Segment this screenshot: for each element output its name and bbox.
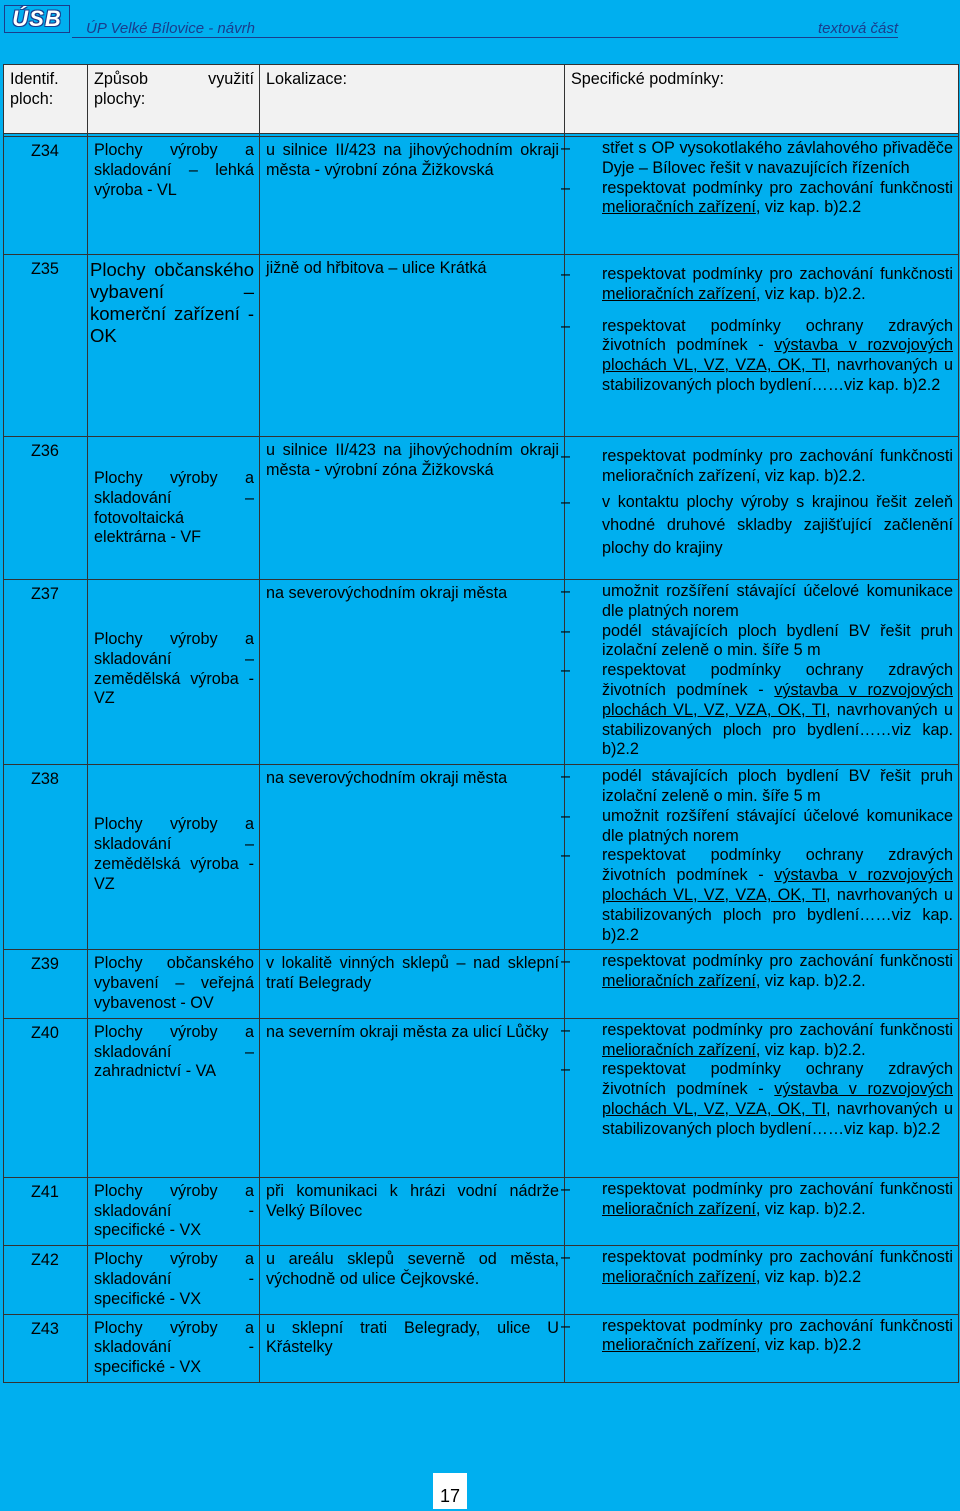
condition-text: respektovat podmínky ochrany zdravých životních podmínek - — [602, 846, 953, 885]
table-row — [4, 765, 959, 950]
condition-item: – respektovat podmínky pro zachování funkčnosti melioračních zařízení, viz kap. b)2.2. — [565, 447, 953, 487]
header-divider — [72, 37, 898, 38]
condition-item: – podél stávajících ploch bydlení BV řešit pruh izolační zeleně o min. šíře 5 m — [565, 622, 953, 662]
condition-text: navrhovaných u stabilizovaných ploch pro bydlení……viz kap. b)2.2 — [602, 885, 953, 944]
condition-item — [565, 317, 953, 396]
row-location: u sklepní trati Belegrady, ulice U Křástelky — [260, 1314, 565, 1382]
row-location: na severovýchodním okraji města — [260, 580, 565, 765]
row-location: jižně od hřbitova – ulice Krátká — [260, 255, 565, 437]
condition-item: – podél stávajících ploch bydlení BV řešit pruh izolační zeleně o min. šíře 5 m — [565, 767, 953, 807]
row-location: u areálu sklepů severně od města, východně od ulice Čejkovské. — [260, 1246, 565, 1314]
row-location: u silnice II/423 na jihovýchodním okraji města - výrobní zóna Žižkovská — [260, 137, 565, 255]
row-conditions — [565, 1246, 959, 1314]
condition-text: , viz kap. b)2.2. — [755, 1199, 866, 1218]
row-use: Plochy výroby a skladování - specifické - VX — [88, 1246, 260, 1314]
row-conditions — [565, 1018, 959, 1177]
row-id: Z36 — [4, 437, 88, 580]
row-use: Plochy výroby a skladování – fotovoltaická elektrárna - VF — [88, 437, 260, 580]
condition-text: respektovat podmínky pro zachování funkčnosti — [602, 178, 953, 197]
condition-text: navrhovaných u stabilizovaných ploch bydlení……viz kap. b)2.2 — [602, 1099, 953, 1138]
condition-item — [565, 661, 953, 760]
condition-link: melioračních zařízení — [602, 972, 756, 991]
condition-text: respektovat podmínky pro zachování funkčnosti — [602, 1316, 953, 1335]
row-id: Z43 — [4, 1314, 88, 1382]
row-conditions — [565, 1314, 959, 1382]
row-use: Plochy výroby a skladování – zahradnictví - VA — [88, 1018, 260, 1177]
row-conditions — [565, 1177, 959, 1245]
condition-text: respektovat podmínky ochrany zdravých životních podmínek - — [602, 661, 953, 699]
row-use: Plochy výroby a skladování - specifické - VX — [88, 1314, 260, 1382]
condition-link: melioračních zařízení — [602, 1199, 756, 1218]
condition-text: , viz kap. b)2.2 — [755, 198, 862, 217]
table-row — [4, 1177, 959, 1245]
condition-item — [565, 1021, 953, 1061]
logo-text: ÚSB — [12, 6, 62, 31]
row-id: Z38 — [4, 765, 88, 950]
row-use: Plochy výroby a skladování – zemědělská výroba - VZ — [88, 765, 260, 950]
condition-link: výstavba v rozvojových plochách VL, VZ, VZA, OK, TI, — [602, 866, 953, 904]
row-use: Plochy výroby a skladování - specifické - VX — [88, 1177, 260, 1245]
condition-link: melioračních zařízení — [602, 1040, 756, 1059]
row-location: na severovýchodním okraji města — [260, 765, 565, 950]
condition-link: melioračních zařízení — [602, 284, 756, 303]
condition-text: respektovat podmínky pro zachování funkčnosti — [602, 265, 953, 283]
condition-item — [565, 1060, 953, 1139]
condition-text: navrhovaných u stabilizovaných ploch pro bydlení……viz kap. b)2.2 — [602, 700, 953, 759]
condition-item — [565, 1180, 953, 1220]
row-use: Plochy občanského vybavení – veřejná vybavenost - OV — [88, 950, 260, 1018]
condition-text: , viz kap. b)2.2. — [755, 284, 866, 303]
row-conditions — [565, 950, 959, 1018]
page-header — [0, 0, 960, 40]
condition-item: – střet s OP vysokotlakého závlahového přivaděče Dyje – Bílovec řešit v navazujících řízeních — [565, 139, 953, 179]
table-header-row — [4, 65, 959, 134]
condition-item — [565, 952, 953, 992]
header-use: Způsob využití plochy: — [88, 65, 260, 134]
row-id: Z37 — [4, 580, 88, 765]
table-row — [4, 255, 959, 437]
condition-item — [565, 1317, 953, 1357]
condition-link: výstavba v rozvojových plochách VL, VZ, VZA, OK, TI, — [602, 1080, 953, 1118]
condition-text: respektovat podmínky pro zachování funkčnosti — [602, 952, 953, 971]
condition-link: výstavba v rozvojových plochách VL, VZ, VZA, OK, TI, — [602, 680, 953, 719]
row-conditions — [565, 255, 959, 437]
condition-text: , viz kap. b)2.2 — [755, 1336, 862, 1355]
header-conditions: Specifické podmínky: — [565, 65, 959, 134]
condition-text: respektovat podmínky pro zachování funkčnosti — [602, 1248, 953, 1267]
row-use: Plochy občanského vybavení – komerční zařízení - OK — [88, 255, 260, 437]
condition-text: respektovat podmínky ochrany zdravých životních podmínek - — [602, 316, 953, 355]
condition-item — [565, 846, 953, 945]
row-id: Z34 — [4, 137, 88, 255]
condition-item: – umožnit rozšíření stávající účelové komunikace dle platných norem — [565, 807, 953, 847]
condition-link: melioračních zařízení — [602, 198, 756, 217]
table-row — [4, 1314, 959, 1382]
condition-text: respektovat podmínky pro zachování funkčnosti — [602, 1179, 953, 1198]
table-row — [4, 437, 959, 580]
table-row — [4, 1018, 959, 1177]
row-id: Z39 — [4, 950, 88, 1018]
condition-item — [565, 265, 953, 305]
document-title: ÚP Velké Bílovice - návrh — [86, 20, 255, 37]
row-conditions — [565, 137, 959, 255]
row-use: Plochy výroby a skladování – zemědělská výroba - VZ — [88, 580, 260, 765]
row-id: Z41 — [4, 1177, 88, 1245]
condition-link: výstavba v rozvojových plochách VL, VZ, VZA, OK, TI, — [602, 336, 953, 375]
table-row — [4, 137, 959, 255]
condition-link: melioračních zařízení — [602, 1336, 756, 1355]
header-id: Identif. ploch: — [4, 65, 88, 134]
condition-text: , viz kap. b)2.2. — [755, 1040, 866, 1059]
page-number: 17 — [433, 1473, 467, 1509]
areas-table — [3, 64, 959, 1383]
table-row — [4, 580, 959, 765]
row-location: u silnice II/423 na jihovýchodním okraji města - výrobní zóna Žižkovská — [260, 437, 565, 580]
row-id: Z42 — [4, 1246, 88, 1314]
usb-logo — [4, 5, 70, 33]
row-location: na severním okraji města za ulicí Lůčky — [260, 1018, 565, 1177]
row-conditions — [565, 765, 959, 950]
table-row — [4, 1246, 959, 1314]
row-conditions — [565, 437, 959, 580]
condition-item: – v kontaktu plochy výroby s krajinou řešit zeleň vhodné druhové skladby zajišťující začlenění plochy do krajiny — [565, 491, 953, 560]
row-id: Z40 — [4, 1018, 88, 1177]
condition-item: – umožnit rozšíření stávající účelové komunikace dle platných norem — [565, 582, 953, 622]
document-section: textová část — [817, 20, 898, 37]
condition-text: respektovat podmínky ochrany zdravých životních podmínek - — [602, 1060, 953, 1099]
condition-item — [565, 1248, 953, 1288]
condition-text: , viz kap. b)2.2. — [755, 972, 866, 991]
condition-text: respektovat podmínky pro zachování funkčnosti — [602, 1020, 953, 1039]
row-location: při komunikaci k hrázi vodní nádrže Velký Bílovec — [260, 1177, 565, 1245]
condition-item — [565, 179, 953, 219]
row-id: Z35 — [4, 255, 88, 437]
row-use: Plochy výroby a skladování – lehká výroba - VL — [88, 137, 260, 255]
header-location: Lokalizace: — [260, 65, 565, 134]
table-row — [4, 950, 959, 1018]
condition-text: navrhovaných u stabilizovaných ploch bydlení……viz kap. b)2.2 — [602, 356, 953, 394]
row-conditions — [565, 580, 959, 765]
condition-link: melioračních zařízení — [602, 1267, 756, 1286]
condition-text: , viz kap. b)2.2 — [755, 1267, 862, 1286]
row-location: v lokalitě vinných sklepů – nad sklepní tratí Belegrady — [260, 950, 565, 1018]
